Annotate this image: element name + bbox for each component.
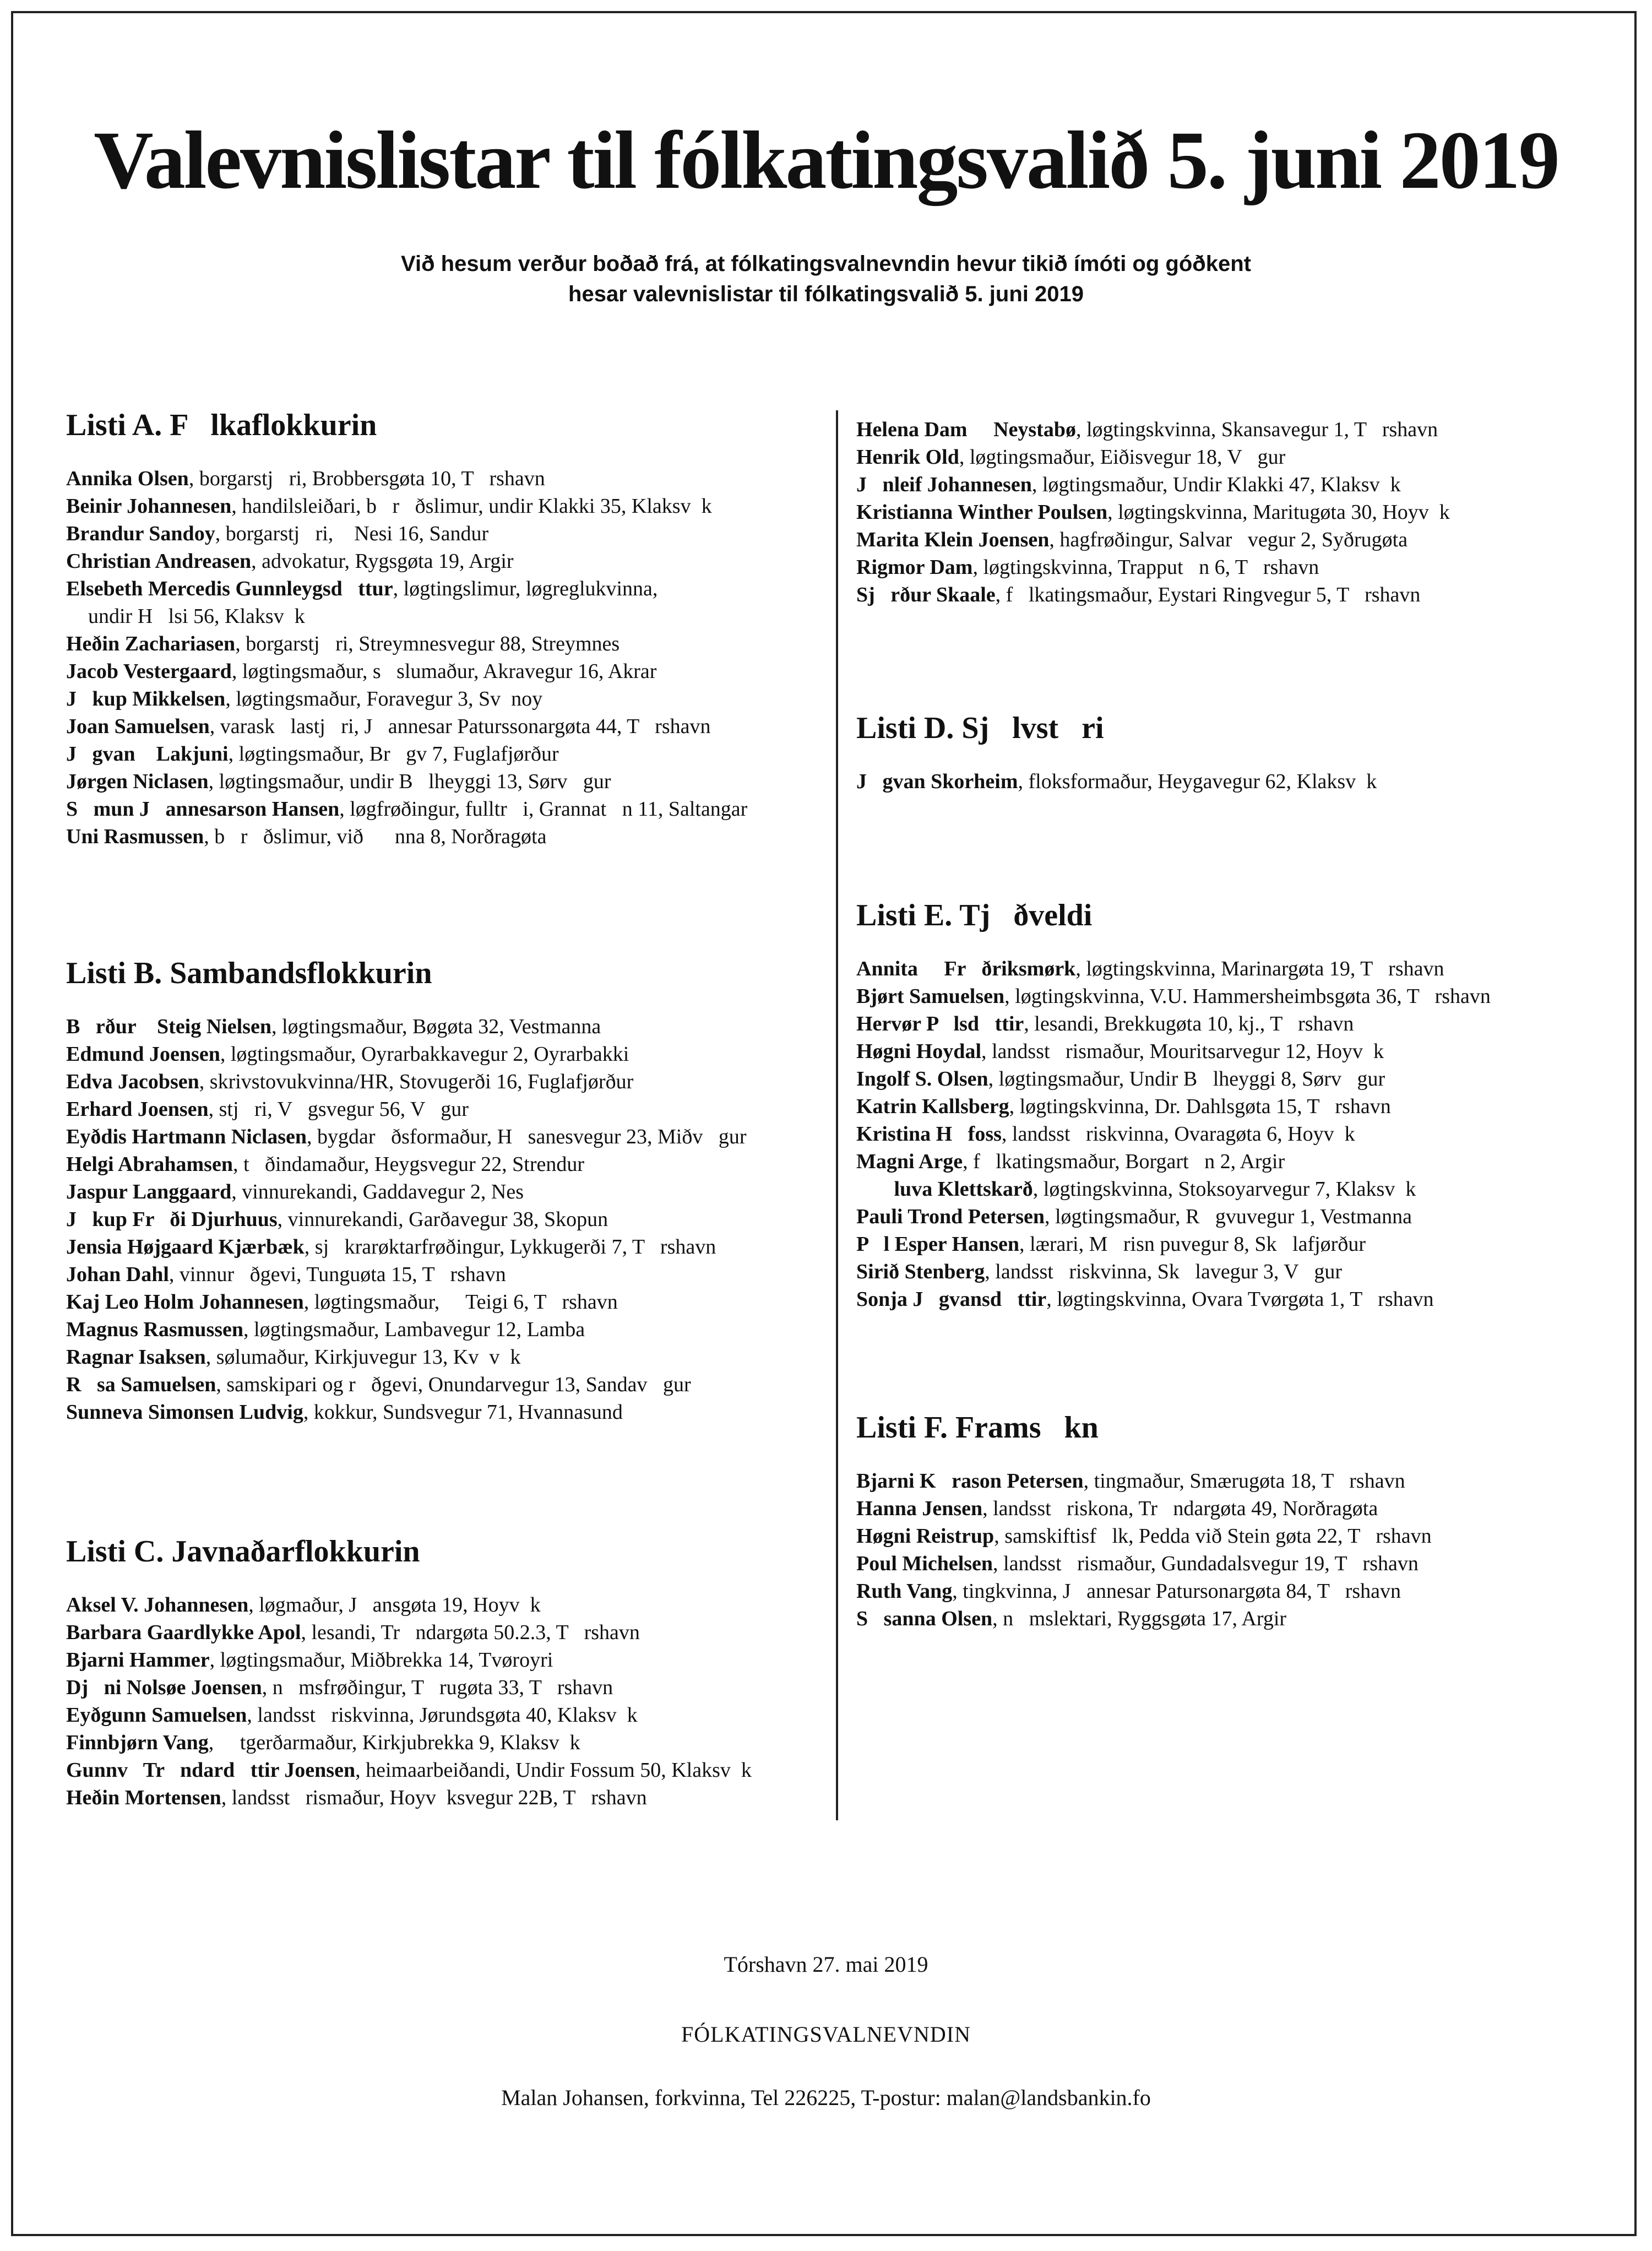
candidate-details: , løgtingskvinna, V.U. Hammersheimbsgøta 36, T rshavn	[1004, 985, 1491, 1008]
candidate-name: J gvan Lakjuni	[66, 742, 229, 766]
candidate-name: Rigmor Dam	[856, 556, 973, 579]
candidate-details: , landsst riskona, Tr ndargøta 49, Norðragøta	[982, 1497, 1378, 1520]
candidate-name: Sunneva Simonsen Ludvig	[66, 1401, 303, 1424]
candidate-entry	[66, 575, 826, 630]
candidate-entry	[856, 1093, 1616, 1120]
candidate-details: , løgtingsmaður, Br gv 7, Fuglafjørður	[228, 742, 559, 766]
candidate-details: , landsst rismaður, Gundadalsvegur 19, T rshavn	[993, 1552, 1419, 1575]
candidate-details: , løgtingsmaður, Oyrarbakkavegur 2, Oyrarbakki	[220, 1043, 629, 1066]
candidate-entry	[856, 1065, 1616, 1093]
candidate-name: Jaspur Langgaard	[66, 1180, 232, 1203]
candidate-entry	[856, 1577, 1616, 1605]
candidate-details: , skrivstovukvinna/HR, Stovugerði 16, Fuglafjørður	[199, 1070, 634, 1093]
candidate-name: Ingolf S. Olsen	[856, 1067, 988, 1091]
candidate-entry	[856, 1258, 1616, 1285]
candidate-details-continued: undir H lsi 56, Klaksv k	[88, 605, 305, 628]
candidate-details: , løgfrøðingur, fulltr i, Grannat n 11, Saltangar	[339, 798, 748, 821]
candidate-name: Sj rður Skaale	[856, 583, 996, 606]
candidate-name: Annita Fr ðriksmørk	[856, 957, 1076, 980]
candidate-name: Dj ni Nolsøe Joensen	[66, 1676, 262, 1699]
candidate-name: Ruth Vang	[856, 1580, 953, 1603]
candidate-details: , løgtingsmaður, Teigi 6, T rshavn	[303, 1290, 618, 1314]
candidate-entry	[66, 685, 826, 713]
candidate-name: J kup Mikkelsen	[66, 687, 226, 710]
candidate-details: , løgtingsmaður, Foravegur 3, Sv noy	[225, 687, 543, 710]
candidate-entry	[856, 1522, 1616, 1550]
candidate-name: Uni Rasmussen	[66, 825, 204, 848]
candidate-entry	[66, 1784, 826, 1811]
candidate-details: , borgarstj ri, Nesi 16, Sandur	[215, 522, 489, 545]
candidate-details: , løgtingskvinna, Skansavegur 1, T rshavn	[1075, 418, 1438, 441]
candidate-details: , lærari, M risn puvegur 8, Sk lafjørður	[1019, 1233, 1366, 1256]
candidate-details: , hagfrøðingur, Salvar vegur 2, Syðrugøta	[1049, 528, 1408, 551]
candidate-entry	[66, 1206, 826, 1233]
candidate-details: , løgtingsmaður, R gvuvegur 1, Vestmanna	[1045, 1205, 1412, 1228]
candidate-entry	[66, 1646, 826, 1674]
candidate-details: , landsst rismaður, Hoyv ksvegur 22B, T rshavn	[221, 1786, 647, 1809]
candidate-name: Jørgen Niclasen	[66, 770, 209, 793]
candidate-details: , borgarstj ri, Streymnesvegur 88, Streymnes	[235, 632, 620, 655]
candidate-entry	[66, 1619, 826, 1646]
candidate-name: Erhard Joensen	[66, 1098, 209, 1121]
candidate-entry	[66, 1398, 826, 1426]
candidate-name: Magni Arge	[856, 1150, 963, 1173]
candidate-entry	[66, 768, 826, 795]
list-b	[66, 956, 826, 1426]
candidate-entry	[856, 1038, 1616, 1065]
list-a-continued	[856, 416, 1616, 609]
candidate-entry	[856, 1605, 1616, 1632]
candidate-details: , stj ri, V gsvegur 56, V gur	[208, 1098, 469, 1121]
candidate-name: Poul Michelsen	[856, 1552, 993, 1575]
candidate-details: , løgtingsmaður, s slumaður, Akravegur 16, Akrar	[231, 660, 657, 683]
candidate-entry	[66, 1068, 826, 1095]
column-divider	[836, 410, 838, 1820]
candidate-entry	[66, 1178, 826, 1206]
candidate-entry	[66, 713, 826, 740]
candidate-entry	[66, 658, 826, 685]
candidate-entry	[856, 1467, 1616, 1495]
candidate-entry	[856, 768, 1616, 795]
candidate-entry	[66, 1371, 826, 1398]
candidate-details: , varask lastj ri, J annesar Paturssonargøta 44, T rshavn	[209, 715, 711, 738]
candidate-entry	[66, 520, 826, 547]
candidate-details: , tingmaður, Smærugøta 18, T rshavn	[1083, 1469, 1405, 1493]
candidate-details: , floksformaður, Heygavegur 62, Klaksv k	[1018, 770, 1377, 793]
candidate-name: Joan Samuelsen	[66, 715, 210, 738]
candidate-details: , advokatur, Rygsgøta 19, Argir	[251, 550, 514, 573]
page-title: Valevnislistar til fólkatingsvalið 5. juni 2019	[94, 115, 1558, 206]
list-heading: Listi F. Frams kn	[856, 1411, 1099, 1445]
candidate-details: , b r ðslimur, við nna 8, Norðragøta	[204, 825, 547, 848]
candidate-entry	[66, 1123, 826, 1151]
candidate-details: , løgtingsmaður, Undir B lheyggi 8, Sørv gur	[988, 1067, 1385, 1091]
candidate-details: , løgtingskvinna, Dr. Dahlsgøta 15, T rshavn	[1009, 1095, 1391, 1118]
candidate-name: Høgni Hoydal	[856, 1040, 981, 1063]
candidate-details: , sølumaður, Kirkjuvegur 13, Kv v k	[205, 1346, 521, 1369]
candidate-name: J kup Fr ði Djurhuus	[66, 1208, 278, 1231]
candidate-name: Magnus Rasmussen	[66, 1318, 244, 1341]
candidate-name: Hanna Jensen	[856, 1497, 983, 1520]
candidate-name: Heðin Mortensen	[66, 1786, 221, 1809]
candidate-entry	[856, 1203, 1616, 1230]
candidate-entry	[66, 1095, 826, 1123]
candidate-entry	[66, 1674, 826, 1701]
candidate-name: Gunnv Tr ndard ttir Joensen	[66, 1759, 356, 1782]
candidate-entry	[66, 465, 826, 492]
list-heading: Listi E. Tj ðveldi	[856, 898, 1093, 932]
candidate-details: , f lkatingsmaður, Borgart n 2, Argir	[963, 1150, 1285, 1173]
candidate-entry	[66, 1729, 826, 1756]
candidate-entry	[66, 1261, 826, 1288]
candidate-details: , landsst riskvinna, Ovaragøta 6, Hoyv k	[1001, 1122, 1355, 1146]
candidate-name: Katrin Kallsberg	[856, 1095, 1009, 1118]
candidate-name: Henrik Old	[856, 446, 959, 469]
candidate-details: , løgtingsmaður, Miðbrekka 14, Tvøroyri	[209, 1648, 553, 1672]
intro-text	[0, 249, 1652, 310]
candidate-name: J gvan Skorheim	[856, 770, 1018, 793]
candidate-name: Sonja J gvansd ttir	[856, 1288, 1047, 1311]
candidate-name: Finnbjørn Vang	[66, 1731, 209, 1754]
candidate-details: , lesandi, Brekkugøta 10, kj., T rshavn	[1024, 1012, 1354, 1035]
candidate-name: Bjarni K rason Petersen	[856, 1469, 1084, 1493]
candidate-entry	[856, 1120, 1616, 1148]
list-d	[856, 710, 1616, 795]
candidate-details: , tingkvinna, J annesar Patursonargøta 84, T rshavn	[952, 1580, 1401, 1603]
list-e	[856, 898, 1616, 1313]
candidate-name: P l Esper Hansen	[856, 1233, 1019, 1256]
candidate-entry	[66, 1343, 826, 1371]
candidate-entry	[66, 547, 826, 575]
candidate-name: Bjørt Samuelsen	[856, 985, 1005, 1008]
candidate-details: , løgmaður, J ansgøta 19, Hoyv k	[248, 1593, 541, 1617]
candidate-entry	[856, 416, 1616, 443]
candidate-entry	[66, 1701, 826, 1729]
candidate-name: Heðin Zachariasen	[66, 632, 236, 655]
candidate-entry	[856, 443, 1616, 471]
committee-name: FÓLKATINGSVALNEVNDIN	[681, 2022, 971, 2047]
candidate-entry	[66, 630, 826, 658]
candidate-details: , heimaarbeiðandi, Undir Fossum 50, Klaksv k	[355, 1759, 752, 1782]
candidate-name: J nleif Johannesen	[856, 473, 1032, 496]
candidate-name: Edva Jacobsen	[66, 1070, 199, 1093]
candidate-details: , lesandi, Tr ndargøta 50.2.3, T rshavn	[301, 1621, 640, 1644]
candidate-entry	[856, 955, 1616, 983]
candidate-name: Hervør P lsd ttir	[856, 1012, 1024, 1035]
candidate-details: , løgtingskvinna, Marinargøta 19, T rshavn	[1075, 957, 1444, 980]
candidate-entry	[66, 823, 826, 850]
list-heading: Listi D. Sj lvst ri	[856, 711, 1104, 745]
candidate-details: , løgtingskvinna, Ovara Tvørgøta 1, T rshavn	[1046, 1288, 1434, 1311]
candidate-entry	[66, 1288, 826, 1316]
candidate-name: Eyðdis Hartmann Niclasen	[66, 1125, 307, 1148]
candidate-details: , tgerðarmaður, Kirkjubrekka 9, Klaksv k	[208, 1731, 580, 1754]
candidate-entry	[66, 740, 826, 768]
candidate-entry	[856, 471, 1616, 498]
candidate-entry	[856, 581, 1616, 609]
candidate-name: Eyðgunn Samuelsen	[66, 1704, 247, 1727]
candidate-name: Jacob Vestergaard	[66, 660, 232, 683]
candidate-entry	[66, 1040, 826, 1068]
candidate-entry	[66, 1756, 826, 1784]
candidate-entry	[856, 1175, 1616, 1203]
candidate-name: Pauli Trond Petersen	[856, 1205, 1045, 1228]
candidate-details: , borgarstj ri, Brobbersgøta 10, T rshavn	[188, 467, 545, 490]
candidate-name: Helena Dam Neystabø	[856, 418, 1076, 441]
candidate-name: Kristianna Winther Poulsen	[856, 501, 1108, 524]
candidate-details: , vinnurekandi, Garðavegur 38, Skopun	[277, 1208, 608, 1231]
candidate-name: Beinir Johannesen	[66, 495, 232, 518]
candidate-name: Edmund Joensen	[66, 1043, 220, 1066]
candidate-name: Helgi Abrahamsen	[66, 1153, 233, 1176]
candidate-name: Ragnar Isaksen	[66, 1346, 206, 1369]
candidate-details: , løgtingskvinna, Maritugøta 30, Hoyv k	[1107, 501, 1450, 524]
candidate-name: luva Klettskarð	[878, 1178, 1033, 1201]
candidate-details: , vinnur ðgevi, Tunguøta 15, T rshavn	[169, 1263, 506, 1286]
list-heading: Listi A. F lkaflokkurin	[66, 408, 377, 442]
candidate-entry	[856, 983, 1616, 1010]
candidate-details: , landsst riskvinna, Jørundsgøta 40, Klaksv k	[247, 1704, 638, 1727]
candidate-details: , bygdar ðsformaður, H sanesvegur 23, Miðv gur	[307, 1125, 747, 1148]
list-heading: Listi B. Sambandsflokkurin	[66, 956, 432, 990]
candidate-name: Johan Dahl	[66, 1263, 169, 1286]
candidate-details: , samskiftisf lk, Pedda við Stein gøta 22, T rshavn	[994, 1525, 1432, 1548]
candidate-details: , n mslektari, Ryggsgøta 17, Argir	[992, 1607, 1287, 1630]
candidate-details: , f lkatingsmaður, Eystari Ringvegur 5, T rshavn	[995, 583, 1421, 606]
candidate-entry	[66, 1013, 826, 1040]
candidate-name: Marita Klein Joensen	[856, 528, 1050, 551]
candidate-details: , løgtingsmaður, Lambavegur 12, Lamba	[243, 1318, 585, 1341]
candidate-details: , handilsleiðari, b r ðslimur, undir Klakki 35, Klaksv k	[231, 495, 712, 518]
candidate-details: , løgtingsmaður, Eiðisvegur 18, V gur	[959, 446, 1286, 469]
place-date: Tórshavn 27. mai 2019	[724, 1952, 928, 1977]
candidate-entry	[66, 1151, 826, 1178]
candidate-name: Elsebeth Mercedis Gunnleygsd ttur	[66, 577, 393, 600]
candidate-entry	[66, 795, 826, 823]
candidate-entry	[856, 526, 1616, 554]
candidate-name: Aksel V. Johannesen	[66, 1593, 249, 1617]
candidate-details: , landsst riskvinna, Sk lavegur 3, V gur	[985, 1260, 1343, 1283]
candidate-details: , sj krarøktarfrøðingur, Lykkugerði 7, T rshavn	[304, 1235, 716, 1259]
candidate-details: , vinnurekandi, Gaddavegur 2, Nes	[231, 1180, 524, 1203]
candidate-entry	[856, 1148, 1616, 1175]
candidate-entry	[856, 1495, 1616, 1522]
list-a	[66, 408, 826, 850]
candidate-details: , landsst rismaður, Mouritsarvegur 12, Hoyv k	[981, 1040, 1384, 1063]
candidate-details: , løgtingsmaður, Undir Klakki 47, Klaksv k	[1031, 473, 1401, 496]
candidate-entry	[66, 1591, 826, 1619]
candidate-name: Barbara Gaardlykke Apol	[66, 1621, 301, 1644]
candidate-name: B rður Steig Nielsen	[66, 1015, 271, 1038]
candidate-entry	[66, 492, 826, 520]
candidate-entry	[856, 1010, 1616, 1038]
list-c	[66, 1534, 826, 1811]
candidate-entry	[66, 1316, 826, 1343]
candidate-name: S mun J annesarson Hansen	[66, 798, 340, 821]
candidate-name: Høgni Reistrup	[856, 1525, 995, 1548]
candidate-details: , løgtingsmaður, Bøgøta 32, Vestmanna	[271, 1015, 601, 1038]
candidate-details: , løgtingslimur, løgreglukvinna,	[393, 577, 658, 600]
intro-line-1: Við hesum verður boðað frá, at fólkatingsvalnevndin hevur tikið ímóti og góðkent	[401, 252, 1251, 276]
candidate-name: Sirið Stenberg	[856, 1260, 985, 1283]
candidate-entry	[856, 1230, 1616, 1258]
candidate-name: Christian Andreasen	[66, 550, 252, 573]
list-f	[856, 1410, 1616, 1632]
candidate-details: , kokkur, Sundsvegur 71, Hvannasund	[303, 1401, 623, 1424]
candidate-details: , løgtingsmaður, undir B lheyggi 13, Sørv gur	[208, 770, 611, 793]
candidate-entry	[856, 1550, 1616, 1577]
candidate-details: , samskipari og r ðgevi, Onundarvegur 13, Sandav gur	[216, 1373, 691, 1396]
contact-line: Malan Johansen, forkvinna, Tel 226225, T-postur: malan@landsbankin.fo	[501, 2085, 1151, 2110]
candidate-name: Kristina H foss	[856, 1122, 1002, 1146]
candidate-details: , løgtingskvinna, Trapput n 6, T rshavn	[972, 556, 1319, 579]
list-heading: Listi C. Javnaðarflokkurin	[66, 1534, 420, 1569]
candidate-details: , løgtingskvinna, Stoksoyarvegur 7, Klaksv k	[1032, 1178, 1416, 1201]
candidate-name: Annika Olsen	[66, 467, 189, 490]
candidate-name: Bjarni Hammer	[66, 1648, 210, 1672]
candidate-entry	[66, 1233, 826, 1261]
candidate-details: , n msfrøðingur, T rugøta 33, T rshavn	[262, 1676, 613, 1699]
intro-line-2: hesar valevnislistar til fólkatingsvalið 5. juni 2019	[568, 282, 1084, 306]
candidate-details: , t ðindamaður, Heygsvegur 22, Strendur	[232, 1153, 584, 1176]
candidate-name: Jensia Højgaard Kjærbæk	[66, 1235, 305, 1259]
candidate-name: R sa Samuelsen	[66, 1373, 216, 1396]
candidate-name: Brandur Sandoy	[66, 522, 215, 545]
candidate-entry	[856, 498, 1616, 526]
candidate-name: S sanna Olsen	[856, 1607, 993, 1630]
candidate-entry	[856, 554, 1616, 581]
candidate-entry	[856, 1285, 1616, 1313]
candidate-name: Kaj Leo Holm Johannesen	[66, 1290, 304, 1314]
